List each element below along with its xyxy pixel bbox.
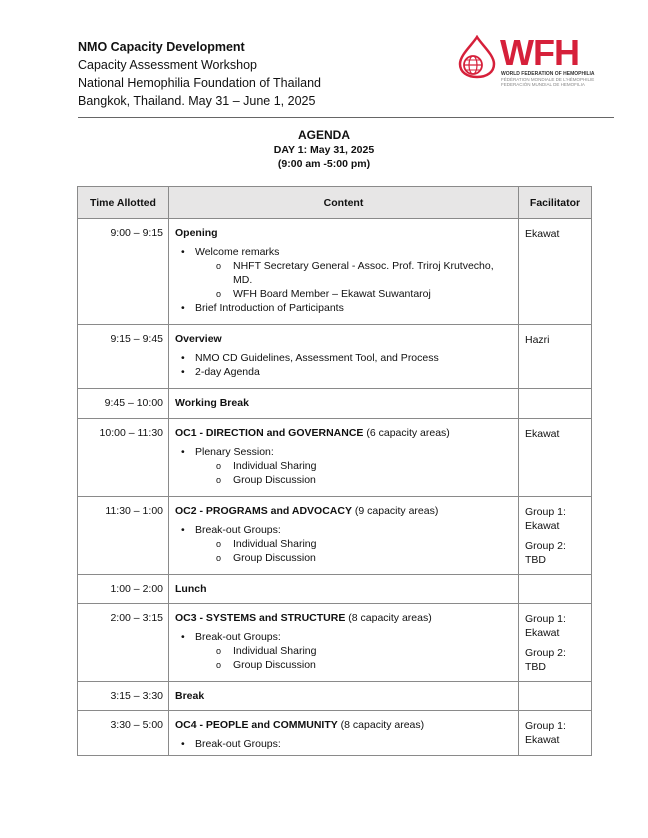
table-header-row: [78, 187, 592, 219]
list-item: o Group Discussion: [233, 551, 514, 565]
session-title: [175, 333, 514, 345]
program-title: NMO Capacity Development: [78, 40, 245, 54]
session-title: [175, 397, 514, 409]
time-cell: 10:00 – 11:30: [78, 419, 169, 497]
list-item: • Brief Introduction of Participants: [195, 301, 514, 315]
logo-line-es: FEDERACIÓN MUNDIAL DE HEMOFILIA: [501, 82, 585, 87]
session-title-text: OC3 - SYSTEMS and STRUCTURE: [175, 612, 346, 624]
session-title-suffix: (6 capacity areas): [363, 427, 450, 439]
time-cell: 11:30 – 1:00: [78, 497, 169, 575]
sub-list: [195, 459, 514, 487]
bullet-text: Plenary Session:: [195, 446, 274, 458]
bullet-text: NMO CD Guidelines, Assessment Tool, and Process: [195, 352, 439, 364]
time-cell: 9:45 – 10:00: [78, 389, 169, 419]
agenda-hours: (9:00 am -5:00 pm): [277, 158, 371, 170]
bullet-text: Break-out Groups:: [195, 524, 281, 536]
list-item: [195, 445, 514, 487]
document-header: [78, 38, 321, 110]
agenda-heading: [0, 127, 648, 171]
facilitator-cell: [519, 682, 592, 711]
table-row: [78, 419, 592, 497]
bullet-list: [175, 445, 514, 487]
table-row: [78, 389, 592, 419]
list-item: [195, 351, 514, 365]
table-row: [78, 219, 592, 325]
session-title-text: Overview: [175, 333, 222, 345]
session-title: [175, 427, 514, 439]
session-title-text: OC2 - PROGRAMS and ADVOCACY: [175, 505, 352, 517]
bullet-list: [175, 245, 514, 315]
table-row: [78, 497, 592, 575]
time-cell: 9:15 – 9:45: [78, 325, 169, 389]
content-cell: [169, 682, 519, 711]
session-title-text: Break: [175, 690, 205, 702]
bullet-list: [175, 523, 514, 565]
time-cell: 9:00 – 9:15: [78, 219, 169, 325]
session-title-text: Lunch: [175, 583, 207, 595]
list-item: o WFH Board Member – Ekawat Suwantaroj: [233, 287, 514, 301]
bullet-list: [175, 351, 514, 379]
list-item: o Individual Sharing: [233, 644, 514, 658]
host-organization: National Hemophilia Foundation of Thailand: [78, 76, 321, 90]
facilitator-cell: [519, 711, 592, 756]
facilitator-name: Group 1: Ekawat: [525, 506, 566, 532]
location-date: Bangkok, Thailand. May 31 – June 1, 2025: [78, 94, 316, 108]
agenda-day: DAY 1: May 31, 2025: [273, 144, 375, 156]
session-title-suffix: (9 capacity areas): [351, 505, 439, 517]
facilitator-cell: [519, 604, 592, 682]
facilitator-name: Group 2: TBD: [525, 540, 566, 566]
table-row: [78, 325, 592, 389]
column-header-content: Content: [169, 187, 519, 219]
facilitator-cell: [519, 419, 592, 497]
list-item: [195, 523, 514, 565]
content-cell: [169, 711, 519, 756]
time-cell: 1:00 – 2:00: [78, 575, 169, 604]
sub-list: [195, 644, 514, 672]
session-title-suffix: (8 capacity areas): [345, 612, 432, 624]
blood-drop-globe-icon: [454, 35, 500, 79]
list-item: [195, 245, 514, 301]
header-divider: [78, 117, 614, 118]
session-title-text: OC1 - DIRECTION and GOVERNANCE: [175, 427, 364, 439]
workshop-title: Capacity Assessment Workshop: [78, 58, 258, 72]
bullet-text: Break-out Groups:: [195, 631, 281, 643]
facilitator-name: Ekawat: [525, 428, 560, 440]
facilitator-cell: [519, 219, 592, 325]
content-cell: [169, 419, 519, 497]
table-row: [78, 711, 592, 756]
list-item: [195, 737, 514, 751]
facilitator-name: Group 2: TBD: [525, 647, 566, 673]
list-item: o Group Discussion: [233, 473, 514, 487]
content-cell: [169, 325, 519, 389]
bullet-text: Welcome remarks: [195, 246, 280, 258]
session-title: [175, 719, 514, 731]
content-cell: [169, 219, 519, 325]
list-item: o Group Discussion: [233, 658, 514, 672]
list-item: o Individual Sharing: [233, 537, 514, 551]
session-title-suffix: (8 capacity areas): [337, 719, 425, 731]
facilitator-cell: [519, 497, 592, 575]
wfh-logo: [454, 33, 604, 89]
facilitator-name: Ekawat: [525, 228, 560, 240]
bullet-list: [175, 630, 514, 672]
agenda-table: [77, 186, 592, 756]
content-cell: [169, 497, 519, 575]
facilitator-name: Group 1: Ekawat: [525, 613, 566, 639]
logo-line-en: WORLD FEDERATION OF HEMOPHILIA: [501, 71, 595, 77]
list-item: o Individual Sharing: [233, 459, 514, 473]
session-title: [175, 690, 514, 702]
session-title-text: Working Break: [175, 397, 249, 409]
facilitator-cell: [519, 575, 592, 604]
session-title: [175, 583, 514, 595]
list-item: o NHFT Secretary General - Assoc. Prof. Triroj Krutvecho, MD.: [233, 259, 514, 287]
session-title-text: OC4 - PEOPLE and COMMUNITY: [175, 719, 338, 731]
facilitator-cell: [519, 389, 592, 419]
bullet-list: [175, 737, 514, 751]
list-item: [195, 630, 514, 672]
facilitator-name: Hazri: [525, 334, 550, 346]
time-cell: 3:15 – 3:30: [78, 682, 169, 711]
agenda-title: AGENDA: [297, 128, 350, 142]
logo-line-fr: FÉDÉRATION MONDIALE DE L'HÉMOPHILIE: [501, 77, 595, 82]
facilitator-cell: [519, 325, 592, 389]
content-cell: [169, 575, 519, 604]
table-row: [78, 682, 592, 711]
time-cell: 3:30 – 5:00: [78, 711, 169, 756]
column-header-facilitator: Facilitator: [519, 187, 592, 219]
session-title: [175, 505, 514, 517]
content-cell: [169, 604, 519, 682]
table-row: [78, 575, 592, 604]
table-row: [78, 604, 592, 682]
session-title: [175, 227, 514, 239]
sub-list: [195, 537, 514, 565]
session-title: [175, 612, 514, 624]
list-item: • 2-day Agenda: [195, 365, 514, 379]
logo-wordmark: WFH: [500, 32, 579, 73]
sub-list: [195, 259, 514, 301]
facilitator-name: Group 1: Ekawat: [525, 720, 566, 746]
time-cell: 2:00 – 3:15: [78, 604, 169, 682]
bullet-text: Break-out Groups:: [195, 738, 281, 750]
session-title-text: Opening: [175, 227, 218, 239]
column-header-time: Time Allotted: [78, 187, 169, 219]
content-cell: [169, 389, 519, 419]
